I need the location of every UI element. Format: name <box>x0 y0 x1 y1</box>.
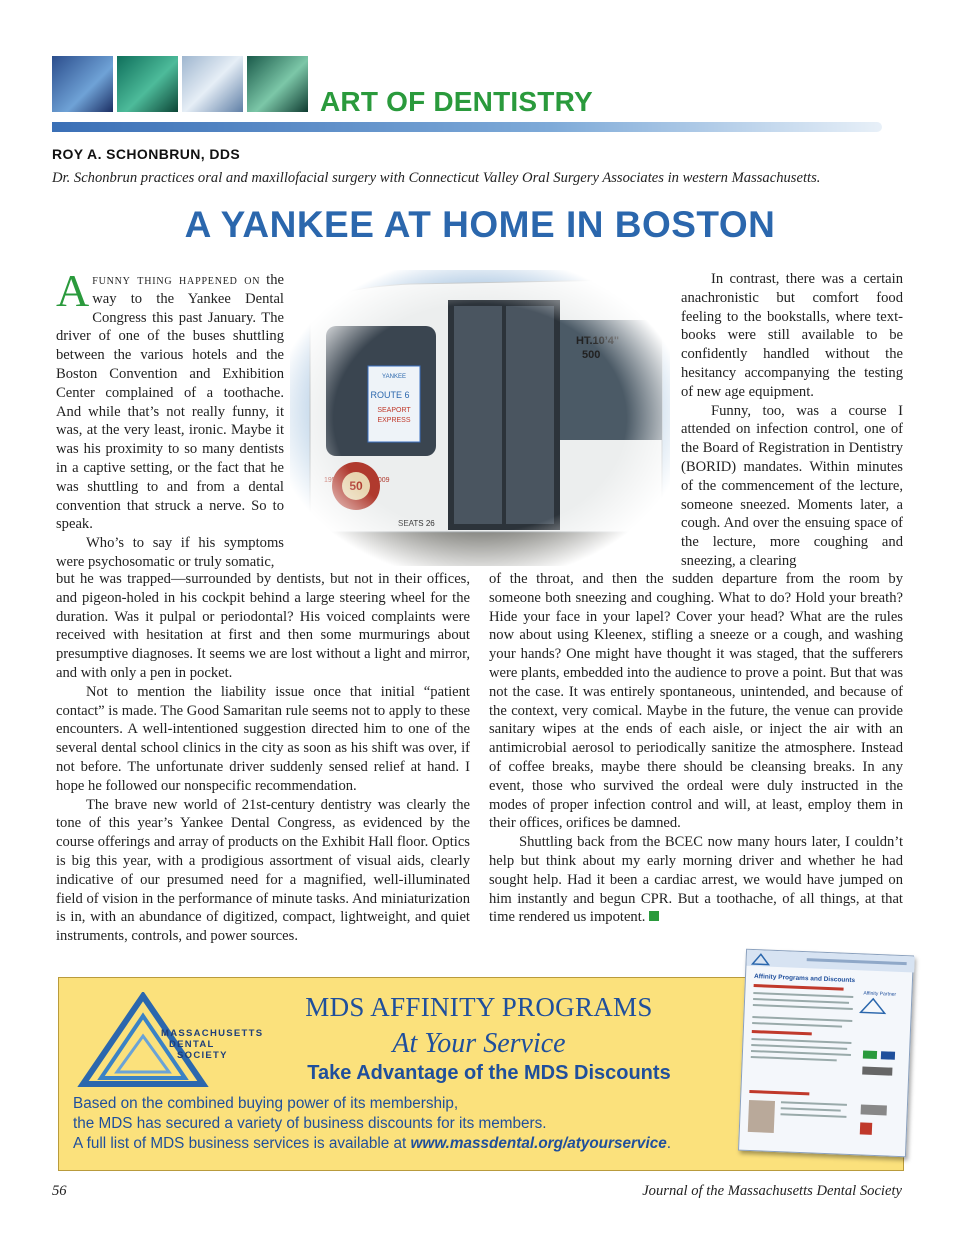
paragraph: Who’s to say if his symptoms were psychosomatic or truly somatic, <box>56 535 284 570</box>
paragraph: In contrast, there was a certain anachronistic but comfort food feeling to the bookstalls, where text-books were still available to be confidently handled without the hesitancy accompanying the testing of new age equipment. <box>681 271 903 400</box>
mds-logo-text <box>161 1028 263 1061</box>
ad-title: MDS AFFINITY PROGRAMS <box>305 992 653 1022</box>
logo-line: MASSACHUSETTS <box>161 1028 264 1039</box>
ad-headline: Take Advantage of the MDS Discounts <box>307 1062 671 1084</box>
right-column-bottom <box>489 570 903 927</box>
ad-line <box>73 1134 713 1154</box>
website-thumbnail <box>739 950 915 1159</box>
paragraph <box>489 833 903 927</box>
author-name: ROY A. SCHONBRUN, DDS <box>52 146 241 162</box>
header-image-tile <box>247 56 308 112</box>
shuttle-bus-photo <box>290 270 670 566</box>
left-column-bottom <box>56 570 470 946</box>
header-rule <box>52 122 882 132</box>
logo-line: SOCIETY <box>177 1050 228 1061</box>
ad-subtitle: At Your Service <box>392 1028 566 1059</box>
paragraph: of the throat, and then the sudden departure from the room by someone both sneezing and coughing. What to do? Hold your breath? Hide your face in your lapel? Cover your head? What are the rules now about using Kleenex, stifling a sneeze or a cough, and washing your hands? One might have thought it was staged, that the sufferers were plants, embedded into the audience to prove a point. But that was not the case. It was entirely spontaneous, unintended, and because of the context, very comical. Maybe in the future, the venue can provide sanitary wipes at the ends of each aisle, or inject the air with an antimicrobial aerosol to periodically sanitize the atmosphere. Instead of coffee breaks, maybe there should be cleansing breaks. In any event, those who survived the ordeal were duly instructed in the modes of proper infection control and will, at least, employ them in their offices, orifices be damned. <box>489 571 903 832</box>
header-image-tile <box>52 56 113 112</box>
right-column-top <box>681 270 903 571</box>
paragraph: The brave new world of 21st-century dentistry was clearly the tone of this year’s Yankee Dental Congress, as evidenced by the course offerings and array of products on the Exhibit Hall floor. Optics is big this year, with a prodigious assortment of visual aids, clearly indicative of our presumed need for a magnified, well-illuminated field of vision in the performance of minute tasks. And miniaturization is in, with an abundance of digitized, compact, lightweight, and quiet instruments, controls, and power sources. <box>56 796 470 945</box>
journal-name: Journal of the Massachusetts Dental Society <box>642 1183 902 1199</box>
end-mark-icon <box>649 911 659 921</box>
paragraph: Funny, too, was a course I attended on infection control, one of the Board of Registration in Dentistry (BORID) mandates. Within minutes of the commencement of the lecture, someone sneezed. Moments later, a cough. And over the ensuing space of the lecture, more coughing and sneezing, a clearing <box>681 402 903 569</box>
paragraph: Not to mention the liability issue once that initial “patient contact” is made. The Good Samaritan rule seems not to apply to these encounters. A well-intentioned suggestion directed him to one of the several dental school clinics in the city as soon as his shift was over, if not before. The unfortunate driver suddenly sensed relief at hand. I hope he followed our nonspecific recommendation. <box>56 683 470 794</box>
mds-affinity-ad <box>58 973 904 1171</box>
header-image-tile <box>117 56 178 112</box>
section-title: ART OF DENTISTRY <box>320 86 593 117</box>
left-column-top <box>56 265 284 572</box>
paragraph <box>56 265 284 534</box>
paragraph: but he was trapped—surrounded by dentists, but not in their offices, and pigeon-holed in his cockpit behind a large steering wheel for the duration. Was it pulpal or periodontal? His voiced complaints were received with hesitation at first and then some murmurings about presumptive diagnoses. It seems we are lost without a light and mirror, and with only a pen in pocket. <box>56 571 470 681</box>
article-title: A YANKEE AT HOME IN BOSTON <box>184 204 776 245</box>
ad-line-text: A full list of MDS business services is available at <box>73 1135 411 1152</box>
drop-cap: A <box>56 265 90 316</box>
lead-in: funny thing happened on <box>92 272 261 288</box>
page-number: 56 <box>52 1183 67 1199</box>
ad-url-link[interactable]: www.massdental.org/atyourservice <box>410 1135 667 1152</box>
paragraph-text: Shuttling back from the BCEC now many hours later, I couldn’t help but think about my early morning driver and whether he had sought help. Had it been a cardiac arrest, we would have jumped on him instantly and begun CPR. But a toothache, of all things, at that time rendered us impotent. <box>489 834 903 926</box>
web-title: Affinity Programs and Discounts <box>753 973 856 985</box>
ad-line-text: . <box>666 1135 671 1152</box>
ad-line: the MDS has secured a variety of business discounts for its members. <box>73 1115 547 1132</box>
website-screenshot <box>738 949 914 1158</box>
author-bio: Dr. Schonbrun practices oral and maxillofacial surgery with Connecticut Valley Oral Surgery Associates in western Massachusetts. <box>52 170 821 186</box>
bus-illustration <box>290 270 670 566</box>
header-image-tile <box>182 56 243 112</box>
ad-line: Based on the combined buying power of its membership, <box>73 1095 459 1112</box>
paragraph-text: the way to the Yankee Dental Congress this past January. The driver of one of the buses shuttling between the various hotels and the Boston Convention and Exhibition Center complained of a toothache. And while that’s not really funny, it was, at the very least, ironic. Maybe it was his proximity to so many dentists in a captive setting, or the fact that he was shuttling to and from a dental convention that struck a nerve. So to speak. <box>56 272 284 533</box>
header-image-strip <box>52 56 312 116</box>
logo-line: DENTAL <box>169 1039 215 1050</box>
web-badge: Affinity Partner <box>863 990 897 998</box>
ad-body <box>73 1094 713 1154</box>
